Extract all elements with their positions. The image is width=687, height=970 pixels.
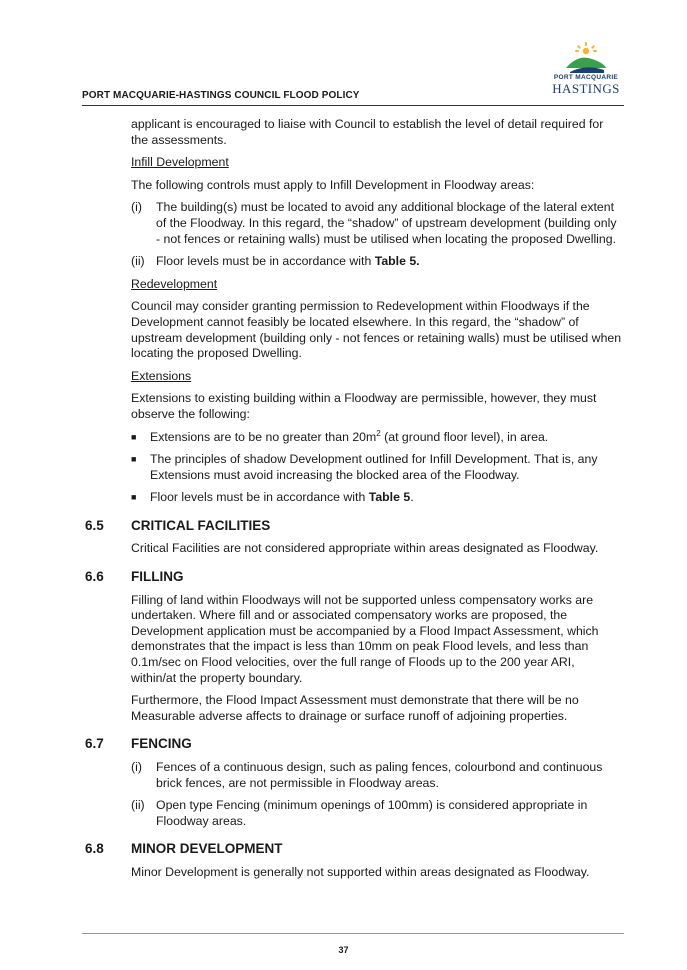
logo-text-line2: HASTINGS	[552, 81, 620, 96]
list-item	[131, 798, 623, 829]
list-item-number: (i)	[131, 760, 142, 774]
extensions-list	[131, 430, 623, 506]
bullet-text-end: .	[410, 490, 414, 505]
section-heading	[85, 517, 623, 535]
list-item-text: Fences of a continuous design, such as paling fences, colourbond and continuous brick fences, are not permissible in Floodway areas.	[156, 760, 603, 790]
section-number: 6.5	[85, 517, 104, 533]
extensions-heading: Extensions	[131, 368, 192, 383]
sun-and-hills-icon	[548, 42, 624, 74]
section-heading	[85, 736, 623, 753]
list-item	[131, 490, 623, 506]
list-item	[131, 760, 623, 791]
list-item-number: (ii)	[131, 254, 145, 269]
logo-text-line1: PORT MACQUARIE	[553, 74, 619, 81]
fencing-list	[131, 760, 623, 829]
footer-divider	[82, 933, 624, 934]
list-item	[131, 200, 623, 247]
section-title: FENCING	[131, 736, 192, 752]
intro-paragraph: applicant is encouraged to liaise with Council to establish the level of detail required for the assessments.	[131, 117, 604, 147]
list-item-number: (i)	[131, 200, 142, 215]
redevelopment-paragraph: Council may consider granting permission to Redevelopment within Floodways if the Development cannot feasibly be located elsewhere. In this regard, the “shadow” of upstream development (building only - not fences or retaining walls) must be utilised when locating the proposed Dwelling.	[131, 299, 622, 361]
section-title: MINOR DEVELOPMENT	[131, 841, 283, 857]
table-reference: Table 5	[368, 490, 411, 505]
list-item-text: Open type Fencing (minimum openings of 100mm) is considered appropriate in Floodway areas.	[156, 798, 588, 828]
redevelopment-heading: Redevelopment	[131, 276, 218, 291]
section-number: 6.8	[85, 841, 104, 857]
list-item	[131, 430, 623, 446]
bullet-icon: ■	[131, 431, 137, 442]
critical-facilities-paragraph: Critical Facilities are not considered appropriate within areas designated as Floodway.	[131, 541, 599, 556]
bullet-icon: ■	[131, 454, 137, 465]
bullet-icon: ■	[131, 492, 137, 503]
list-item-number: (ii)	[131, 798, 145, 813]
infill-lead: The following controls must apply to Infill Development in Floodway areas:	[131, 177, 535, 192]
bullet-text: The principles of shadow Development outlined for Infill Development. That is, any Extensions must avoid increasing the blocked area of the Floodway.	[150, 452, 598, 482]
page-number: 37	[338, 945, 349, 955]
minor-development-paragraph: Minor Development is generally not supported within areas designated as Floodway.	[131, 864, 590, 879]
header-divider	[82, 105, 624, 106]
section-title: CRITICAL FACILITIES	[131, 517, 271, 533]
section-number: 6.7	[85, 736, 104, 752]
list-item-text: The building(s) must be located to avoid any additional blockage of the lateral extent of the Floodway. In this regard, the “shadow” of upstream development (building only - not fences or retaining walls) must be utilised when locating the proposed Dwelling.	[156, 200, 617, 246]
page-body	[85, 117, 623, 888]
superscript: 2	[376, 428, 381, 438]
infill-heading: Infill Development	[131, 155, 229, 170]
section-heading	[85, 841, 623, 858]
table-reference: Table 5.	[374, 254, 420, 269]
list-item	[131, 452, 623, 483]
header-title: PORT MACQUARIE-HASTINGS COUNCIL FLOOD POLICY	[82, 90, 360, 101]
infill-list	[131, 200, 623, 269]
filling-paragraph-2: Furthermore, the Flood Impact Assessment must demonstrate that there will be no Measurable adverse affects to drainage or surface runoff of adjoining properties.	[131, 693, 579, 723]
section-number: 6.6	[85, 569, 104, 585]
section-heading	[85, 569, 623, 586]
extensions-lead: Extensions to existing building within a Floodway are permissible, however, they must observe the following:	[131, 391, 597, 421]
bullet-text-end: (at ground floor level), in area.	[380, 429, 549, 444]
bullet-text: Extensions are to be no greater than 20m	[150, 429, 377, 444]
list-item-text: Floor levels must be in accordance with	[156, 254, 375, 269]
filling-paragraph-1: Filling of land within Floodways will not be supported unless compensatory works are undertaken. Where fill and or associated compensatory works are proposed, the Development application must be accompanied by a Flood Impact Assessment, which demonstrates that the impact is less than 10mm on peak Flood levels, and less than 0.1m/sec on Flood velocities, over the full range of Floods up to the 200 year ARI, within/at the property boundary.	[131, 592, 599, 685]
council-logo	[548, 42, 624, 98]
list-item	[131, 254, 623, 270]
section-title: FILLING	[131, 569, 184, 585]
bullet-text: Floor levels must be in accordance with	[150, 490, 369, 505]
